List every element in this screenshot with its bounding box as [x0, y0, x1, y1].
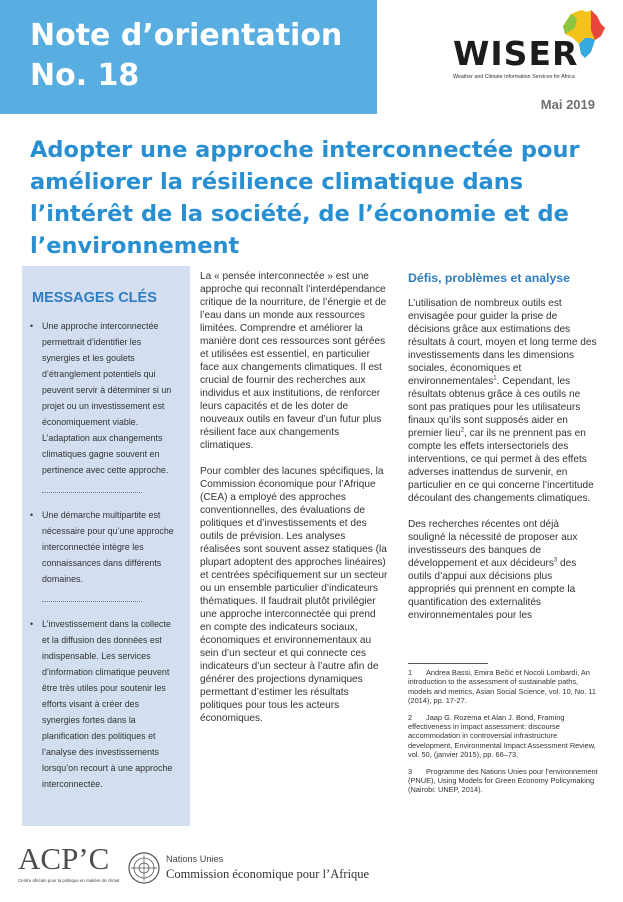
text-run: Des recherches récentes ont déjà souligné la nécessité de proposer aux investisseurs des banques de développement et aux décideurs [408, 519, 578, 569]
key-messages-heading: MESSAGES CLÉS [32, 290, 157, 306]
footnote-ref: 2 [460, 427, 465, 434]
document-title: Adopter une approche interconnectée pour améliorer la résilience climatique dans l’intérêt de la société, de l’économie et de l’environnement [30, 137, 580, 259]
key-message-item: • Une démarche multipartite est nécessaire pour qu’une approche interconnectée intègre les connaissances dans différents domaines. [34, 507, 178, 587]
footnote [408, 767, 598, 795]
item-divider [42, 601, 142, 602]
key-messages-list [34, 318, 178, 792]
wiser-logo [453, 8, 603, 88]
intro-paragraph: La « pensée interconnectée » est une approche qui reconnaît l’interdépendance critique de la nourriture, de l’énergie et de l’eau dans un monde aux ressources limitées. Comprendre et améliorer la manière dont ces ressources sont gérées et utilisées est essentiel, en particulier face aux changements climatiques. Il est crucial de fournir des recherches aux individus et aux institutions, de renforcer leurs capacités et de les doter de nouveaux outils en faveur d’un futur plus résilient face aux changements climatiques. [200, 271, 387, 451]
footnote-number: 2 [408, 712, 413, 722]
footnote [408, 713, 598, 760]
footnote-rule [408, 663, 488, 664]
footnote-text: Programme des Nations Unies pour l’environnement (PNUE), Using Models for Green Economy Policymaking (Nairobi: UNEP, 2014). [408, 766, 598, 795]
acpc-logo [18, 842, 128, 890]
analysis-paragraph [408, 297, 598, 505]
footnote [408, 668, 598, 706]
analysis-column [408, 272, 598, 635]
note-label: Note d’orientation [30, 18, 343, 53]
text-run: . Cependant, les résultats obtenus grâce à ces outils ne sont pas pratiques pour les utilisateurs finaux qu’ils sont supposés aider en premier lieu [408, 376, 581, 439]
footnote-number: 3 [408, 766, 413, 776]
note-number: No. 18 [30, 58, 140, 93]
intro-paragraph: Pour combler des lacunes spécifiques, la Commission économique pour l’Afrique (CEA) a employé des approches conventionnelles, des évaluations de politiques et d’investissements et des outils de prévision. Les analyses réalisées sont souvent assez statiques (la plupart adoptent des approches linéaires) et centrées spécifiquement sur un secteur ou un ensemble particulier d’indicateurs thématiques. Il faudrait plutôt privilégier une approche interconnectée qui prend en compte des indicateurs sociaux, économiques et environnementaux au sein d’un secteur et qui connecte ces indicateurs d’un secteur à l’autre afin de générer des projections dynamiques permettant d’estimer les résultats politiques pour tous les acteurs économiques. [200, 466, 388, 724]
un-name: Nations Unies [166, 854, 224, 864]
footnote-text: Andrea Bassi, Emira Bečić et Nocoli Lombardi, An introduction to the assessment of sustainable paths, models and metrics, Asian Social Science, vol. 10, No. 11 (2014), pp. 17-27. [408, 668, 597, 706]
footnote-number: 1 [408, 668, 413, 677]
key-messages-panel [22, 266, 190, 826]
key-message-item: • Une approche interconnectée permettrait d’identifier les synergies et les goulets d’étranglement potentiels qui peuvent servir à déterminer si un projet ou un investissement est économiquement viable. L’adaptation aux changements climatiques gagne souvent en pertinence avec cette approche. [34, 318, 178, 478]
footnotes [408, 668, 598, 802]
key-message-item: • L’investissement dans la collecte et la diffusion des données est indispensable. Les services d’information climatique peuvent être très utiles pour soutenir les efforts visant à créer des synergies fortes dans la planification des politiques et l’analyse des investissements lorsqu’on recourt à une approche interconnectée. [34, 616, 178, 792]
footnote-ref: 3 [553, 557, 558, 564]
item-divider [42, 492, 142, 493]
intro-column [200, 270, 388, 738]
publication-date: Mai 2019 [540, 97, 595, 112]
acpc-wordmark: ACP’C [18, 841, 110, 876]
footnote-ref: 1 [493, 375, 497, 382]
un-commission-name: Commission économique pour l’Afrique [166, 867, 370, 881]
text-run: , car ils ne prennent pas en compte les effets intersectoriels des interventions, ce qui permet à des effets adverses inattendus de survenir, en particulier en ce qui concerne l’incertitude découlant des changements climatiques. [408, 428, 594, 504]
text-run: L’utilisation de nombreux outils est envisagée pour guider la prise de décisions grâce aux estimations des résultats à court, moyen et long terme des investissements dans les dimensions sociales, économiques et environnementales [408, 298, 597, 387]
text-run: des outils d’appui aux décisions plus appropriés qui prennent en compte la quantification des externalités environnementales pour les [408, 558, 577, 621]
un-emblem-icon [128, 852, 160, 884]
wiser-tagline: Weather and Climate Information Services for Africa [453, 74, 575, 80]
section-heading: Défis, problèmes et analyse [408, 271, 570, 285]
analysis-paragraph [408, 518, 598, 622]
wiser-wordmark: WISER [453, 34, 579, 73]
footnote-text: Jaap G. Rozema et Alan J. Bond, Framing effectiveness in impact assessment: discourse accommodation in controversial infrastructure development, Environmental Impact Assessment Review, vol. 50, (janvier 2015), pp. 66–73. [408, 712, 596, 760]
acpc-tagline: Centre africain pour la politique en matière de climat [18, 878, 120, 883]
header-banner [0, 0, 377, 114]
